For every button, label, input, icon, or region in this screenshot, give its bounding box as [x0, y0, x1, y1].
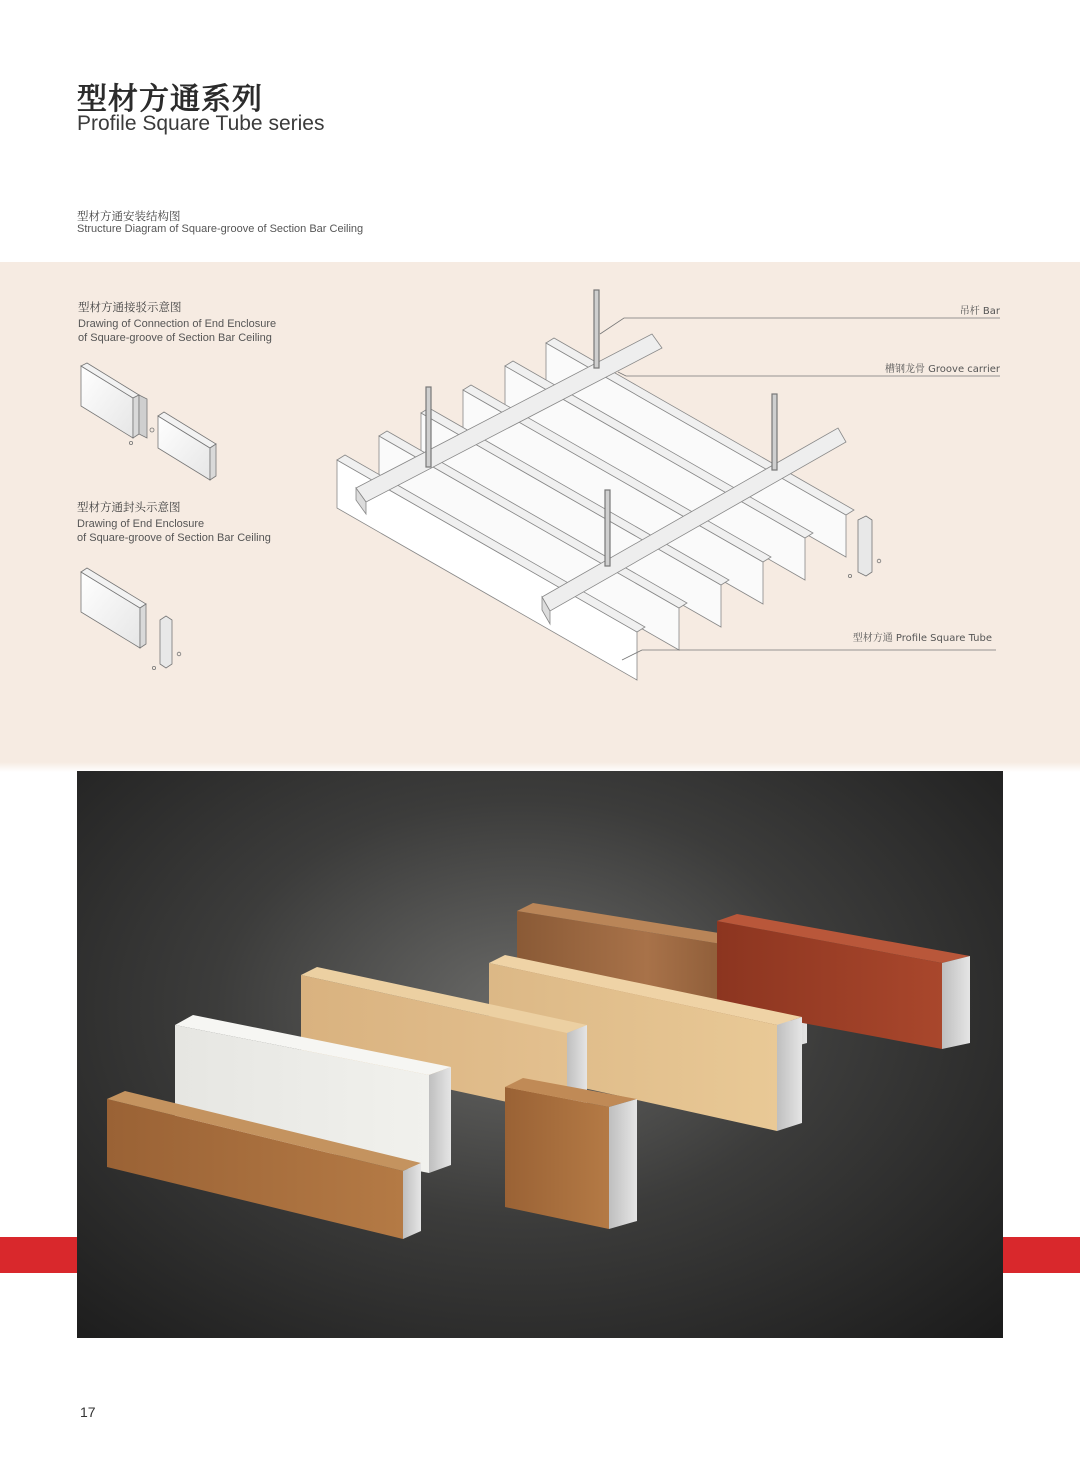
connection-drawing	[81, 363, 216, 480]
red-stripe-right	[1003, 1237, 1080, 1273]
tube-walnut-short	[505, 1078, 637, 1229]
label-groove-carrier: 槽钢龙骨 Groove carrier	[884, 364, 1000, 375]
label-profile-tube: 型材方通 Profile Square Tube	[852, 633, 992, 644]
end-caption-en-2: of Square-groove of Section Bar Ceiling	[77, 532, 271, 544]
label-bar: 吊杆 Bar	[959, 306, 1000, 317]
product-tubes-illustration	[77, 771, 1003, 1338]
end-caption-zh: 型材方通封头示意图	[77, 500, 181, 514]
connection-caption-zh: 型材方通接驳示意图	[78, 300, 182, 314]
connection-caption-en-1: Drawing of Connection of End Enclosure	[78, 318, 277, 330]
page-number: 17	[80, 1404, 96, 1420]
end-caption-en-1: Drawing of End Enclosure	[77, 518, 205, 530]
structure-title-zh: 型材方通安装结构图	[77, 209, 181, 223]
ceiling-tubes	[337, 338, 854, 680]
page-title-en: Profile Square Tube series	[77, 112, 325, 135]
product-photo	[77, 771, 1003, 1338]
structure-title-en: Structure Diagram of Square-groove of Section Bar Ceiling	[77, 223, 364, 235]
page-title-zh: 型材方通系列	[77, 82, 263, 117]
end-cap-pieces	[848, 516, 880, 578]
connection-caption-en-2: of Square-groove of Section Bar Ceiling	[78, 332, 272, 344]
end-enclosure-drawing	[81, 568, 181, 670]
red-stripe-left	[0, 1237, 77, 1273]
